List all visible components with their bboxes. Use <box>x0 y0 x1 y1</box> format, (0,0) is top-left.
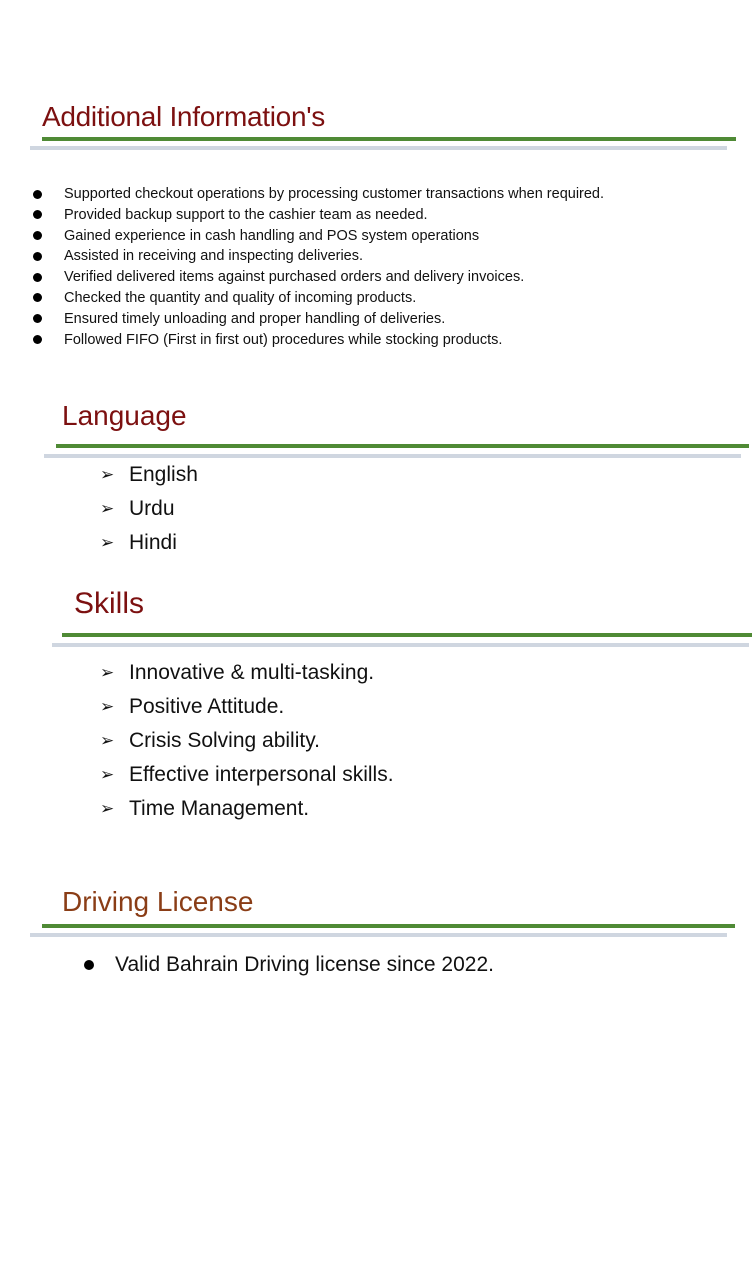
list-item: ➢ Innovative & multi-tasking. <box>100 656 394 690</box>
list-item: Gained experience in cash handling and POS system operations <box>0 226 604 247</box>
list-item: ➢ Effective interpersonal skills. <box>100 758 394 792</box>
section-divider-shadow <box>30 146 727 150</box>
arrowhead-bullet-icon: ➢ <box>100 499 115 518</box>
bullet-icon <box>33 190 42 199</box>
list-item: Supported checkout operations by processing customer transactions when required. <box>0 184 604 205</box>
language-list <box>100 458 198 560</box>
arrowhead-bullet-icon: ➢ <box>100 799 115 818</box>
additional-information-list <box>0 184 604 350</box>
bullet-icon <box>33 335 42 344</box>
arrowhead-bullet-icon: ➢ <box>100 731 115 750</box>
list-item: ➢ Hindi <box>100 526 198 560</box>
arrowhead-bullet-icon: ➢ <box>100 663 115 682</box>
bullet-icon <box>84 960 94 970</box>
section-title-additional-information: Additional Information's <box>42 101 325 132</box>
bullet-icon <box>33 210 42 219</box>
section-divider-green <box>62 633 752 637</box>
list-item: Verified delivered items against purchased orders and delivery invoices. <box>0 267 604 288</box>
section-divider-green <box>42 924 735 928</box>
list-item: Checked the quantity and quality of incoming products. <box>0 288 604 309</box>
arrowhead-bullet-icon: ➢ <box>100 465 115 484</box>
arrowhead-bullet-icon: ➢ <box>100 533 115 552</box>
list-item: Assisted in receiving and inspecting deliveries. <box>0 246 604 267</box>
list-item: ➢ Urdu <box>100 492 198 526</box>
list-item: Provided backup support to the cashier team as needed. <box>0 205 604 226</box>
bullet-icon <box>33 252 42 261</box>
list-item: ➢ Time Management. <box>100 792 394 826</box>
section-title-skills: Skills <box>74 587 145 620</box>
section-divider-shadow <box>30 933 727 937</box>
bullet-icon <box>33 231 42 240</box>
skills-list <box>100 656 394 826</box>
bullet-icon <box>33 273 42 282</box>
bullet-icon <box>33 293 42 302</box>
section-divider-shadow <box>52 643 749 647</box>
section-title-language: Language <box>62 400 187 431</box>
section-divider-green <box>56 444 749 448</box>
list-item: Ensured timely unloading and proper handling of deliveries. <box>0 309 604 330</box>
section-divider-green <box>42 137 736 141</box>
list-item: Followed FIFO (First in first out) procedures while stocking products. <box>0 330 604 351</box>
list-item: ➢ Crisis Solving ability. <box>100 724 394 758</box>
arrowhead-bullet-icon: ➢ <box>100 697 115 716</box>
bullet-icon <box>33 314 42 323</box>
list-item: ➢ Positive Attitude. <box>100 690 394 724</box>
arrowhead-bullet-icon: ➢ <box>100 765 115 784</box>
list-item: ➢ English <box>100 458 198 492</box>
section-title-driving-license: Driving License <box>62 886 254 917</box>
